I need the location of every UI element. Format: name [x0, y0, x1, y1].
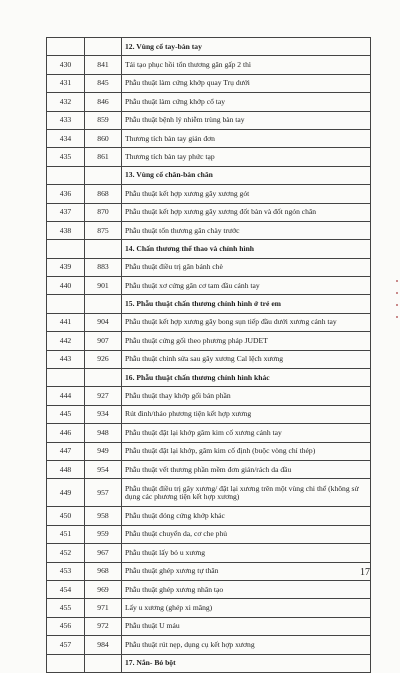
table-row: [47, 460, 371, 478]
stt-cell: 442: [47, 332, 85, 350]
section-title: 14. Chấn thương thể thao và chỉnh hình: [122, 240, 371, 258]
stt-cell: [47, 166, 85, 184]
procedure-name-cell: Phẫu thuật cứng gối theo phương pháp JUDET: [122, 332, 371, 350]
stt-cell: 434: [47, 129, 85, 147]
stt-cell: 446: [47, 424, 85, 442]
section-title: 13. Vùng cổ chân-bàn chân: [122, 166, 371, 184]
procedure-name-cell: Rút đinh/tháo phương tiện kết hợp xương: [122, 405, 371, 423]
stt-cell: 454: [47, 580, 85, 598]
procedure-name-cell: Phẫu thuật tổn thương gân chày trước: [122, 221, 371, 239]
stt-cell: 445: [47, 405, 85, 423]
table-row: [47, 387, 371, 405]
code-cell: 969: [85, 580, 122, 598]
stt-cell: 447: [47, 442, 85, 460]
code-cell: 967: [85, 544, 122, 562]
stt-cell: [47, 295, 85, 313]
table-row: [47, 74, 371, 92]
code-cell: 949: [85, 442, 122, 460]
code-cell: 957: [85, 479, 122, 507]
table-row: [47, 221, 371, 239]
procedure-name-cell: Phẫu thuật làm cứng khớp quay Trụ dưới: [122, 74, 371, 92]
table-row: [47, 185, 371, 203]
code-cell: 870: [85, 203, 122, 221]
stt-cell: 435: [47, 148, 85, 166]
procedure-name-cell: Phẫu thuật U máu: [122, 617, 371, 635]
table-row: [47, 56, 371, 74]
code-cell: 948: [85, 424, 122, 442]
stt-cell: [47, 38, 85, 56]
stt-cell: 449: [47, 479, 85, 507]
stt-cell: 443: [47, 350, 85, 368]
table-row: [47, 148, 371, 166]
stt-cell: 432: [47, 93, 85, 111]
stt-cell: 455: [47, 599, 85, 617]
code-cell: 845: [85, 74, 122, 92]
code-cell: 971: [85, 599, 122, 617]
table-row: [47, 544, 371, 562]
code-cell: 883: [85, 258, 122, 276]
procedure-name-cell: Phẫu thuật điều trị gân bánh chè: [122, 258, 371, 276]
section-header-row: [47, 166, 371, 184]
stt-cell: 453: [47, 562, 85, 580]
code-cell: 868: [85, 185, 122, 203]
stt-cell: 451: [47, 525, 85, 543]
section-title: 16. Phẫu thuật chấn thương chỉnh hình khác: [122, 369, 371, 387]
stt-cell: 437: [47, 203, 85, 221]
table-row: [47, 580, 371, 598]
code-cell: 875: [85, 221, 122, 239]
code-cell: 904: [85, 313, 122, 331]
margin-marks: [396, 280, 398, 360]
stt-cell: 439: [47, 258, 85, 276]
procedure-name-cell: Phẫu thuật kết hợp xương gãy bong sụn tiếp đầu dưới xương cánh tay: [122, 313, 371, 331]
table-row: [47, 332, 371, 350]
table-row: [47, 617, 371, 635]
table-row: [47, 203, 371, 221]
stt-cell: 433: [47, 111, 85, 129]
table-row: [47, 129, 371, 147]
code-cell: [85, 166, 122, 184]
procedure-name-cell: Phẫu thuật đặt lại khớp găm kim cố xương cánh tay: [122, 424, 371, 442]
section-header-row: [47, 654, 371, 672]
code-cell: [85, 369, 122, 387]
section-header-row: [47, 369, 371, 387]
code-cell: 972: [85, 617, 122, 635]
stt-cell: 436: [47, 185, 85, 203]
stt-cell: 456: [47, 617, 85, 635]
section-title: 17. Nắn- Bó bột: [122, 654, 371, 672]
table-row: [47, 93, 371, 111]
procedure-name-cell: Phẫu thuật kết hợp xương gãy xương gót: [122, 185, 371, 203]
procedure-name-cell: Phẫu thuật chỉnh sửa sau gãy xương Cal lệch xương: [122, 350, 371, 368]
table-row: [47, 562, 371, 580]
table-row: [47, 350, 371, 368]
procedure-name-cell: Phẫu thuật ghép xương tự thân: [122, 562, 371, 580]
procedure-name-cell: Phẫu thuật đặt lại khớp, găm kim cố định (buộc vòng chỉ thép): [122, 442, 371, 460]
code-cell: 859: [85, 111, 122, 129]
stt-cell: [47, 240, 85, 258]
code-cell: 860: [85, 129, 122, 147]
stt-cell: [47, 369, 85, 387]
stt-cell: 441: [47, 313, 85, 331]
procedure-name-cell: Phẫu thuật xơ cứng gân cơ tam đầu cánh tay: [122, 277, 371, 295]
table-row: [47, 277, 371, 295]
stt-cell: 430: [47, 56, 85, 74]
table-row: [47, 313, 371, 331]
procedure-name-cell: Tái tạo phục hồi tổn thương gân gấp 2 thì: [122, 56, 371, 74]
code-cell: [85, 38, 122, 56]
procedure-name-cell: Phẫu thuật làm cứng khớp cổ tay: [122, 93, 371, 111]
table-row: [47, 258, 371, 276]
table-body: [47, 38, 371, 673]
code-cell: 861: [85, 148, 122, 166]
procedure-name-cell: Phẫu thuật lấy bỏ u xương: [122, 544, 371, 562]
table-row: [47, 442, 371, 460]
code-cell: [85, 240, 122, 258]
code-cell: 841: [85, 56, 122, 74]
procedure-name-cell: Phẫu thuật chuyển da, cơ che phủ: [122, 525, 371, 543]
section-title: 12. Vùng cổ tay-bàn tay: [122, 38, 371, 56]
table-row: [47, 424, 371, 442]
page-number: 17: [360, 567, 370, 578]
procedure-name-cell: Phẫu thuật bệnh lý nhiễm trùng bàn tay: [122, 111, 371, 129]
procedure-name-cell: Thương tích bàn tay phức tạp: [122, 148, 371, 166]
stt-cell: 431: [47, 74, 85, 92]
stt-cell: 450: [47, 507, 85, 525]
code-cell: 954: [85, 460, 122, 478]
code-cell: 958: [85, 507, 122, 525]
table-row: [47, 525, 371, 543]
procedure-name-cell: Phẫu thuật điều trị gãy xương/ đặt lại xương trên một vùng chi thể (không sử dụng các phương tiện kết hợp xương): [122, 479, 371, 507]
procedure-name-cell: Phẫu thuật đóng cứng khớp khác: [122, 507, 371, 525]
section-header-row: [47, 240, 371, 258]
code-cell: 959: [85, 525, 122, 543]
code-cell: 846: [85, 93, 122, 111]
procedure-name-cell: Phẫu thuật rút nẹp, dụng cụ kết hợp xương: [122, 636, 371, 654]
code-cell: 926: [85, 350, 122, 368]
stt-cell: 440: [47, 277, 85, 295]
code-cell: 968: [85, 562, 122, 580]
procedure-name-cell: Lấy u xương (ghép xi măng): [122, 599, 371, 617]
table-row: [47, 636, 371, 654]
stt-cell: 448: [47, 460, 85, 478]
table-row: [47, 507, 371, 525]
section-title: 15. Phẫu thuật chấn thương chỉnh hình ở trẻ em: [122, 295, 371, 313]
code-cell: 901: [85, 277, 122, 295]
table-row: [47, 111, 371, 129]
procedure-name-cell: Phẫu thuật vết thương phần mềm đơn giản/rách da đầu: [122, 460, 371, 478]
code-cell: [85, 295, 122, 313]
procedure-name-cell: Phẫu thuật thay khớp gối bán phần: [122, 387, 371, 405]
stt-cell: 438: [47, 221, 85, 239]
procedure-name-cell: Phẫu thuật ghép xương nhân tạo: [122, 580, 371, 598]
procedure-table: [46, 37, 371, 673]
section-header-row: [47, 38, 371, 56]
stt-cell: [47, 654, 85, 672]
stt-cell: 444: [47, 387, 85, 405]
code-cell: 907: [85, 332, 122, 350]
table-row: [47, 599, 371, 617]
procedure-name-cell: Thương tích bàn tay giản đơn: [122, 129, 371, 147]
code-cell: [85, 654, 122, 672]
section-header-row: [47, 295, 371, 313]
procedure-name-cell: Phẫu thuật kết hợp xương gãy xương đốt bàn và đốt ngón chân: [122, 203, 371, 221]
code-cell: 984: [85, 636, 122, 654]
stt-cell: 452: [47, 544, 85, 562]
table-row: [47, 405, 371, 423]
code-cell: 927: [85, 387, 122, 405]
code-cell: 934: [85, 405, 122, 423]
stt-cell: 457: [47, 636, 85, 654]
table-row: [47, 479, 371, 507]
